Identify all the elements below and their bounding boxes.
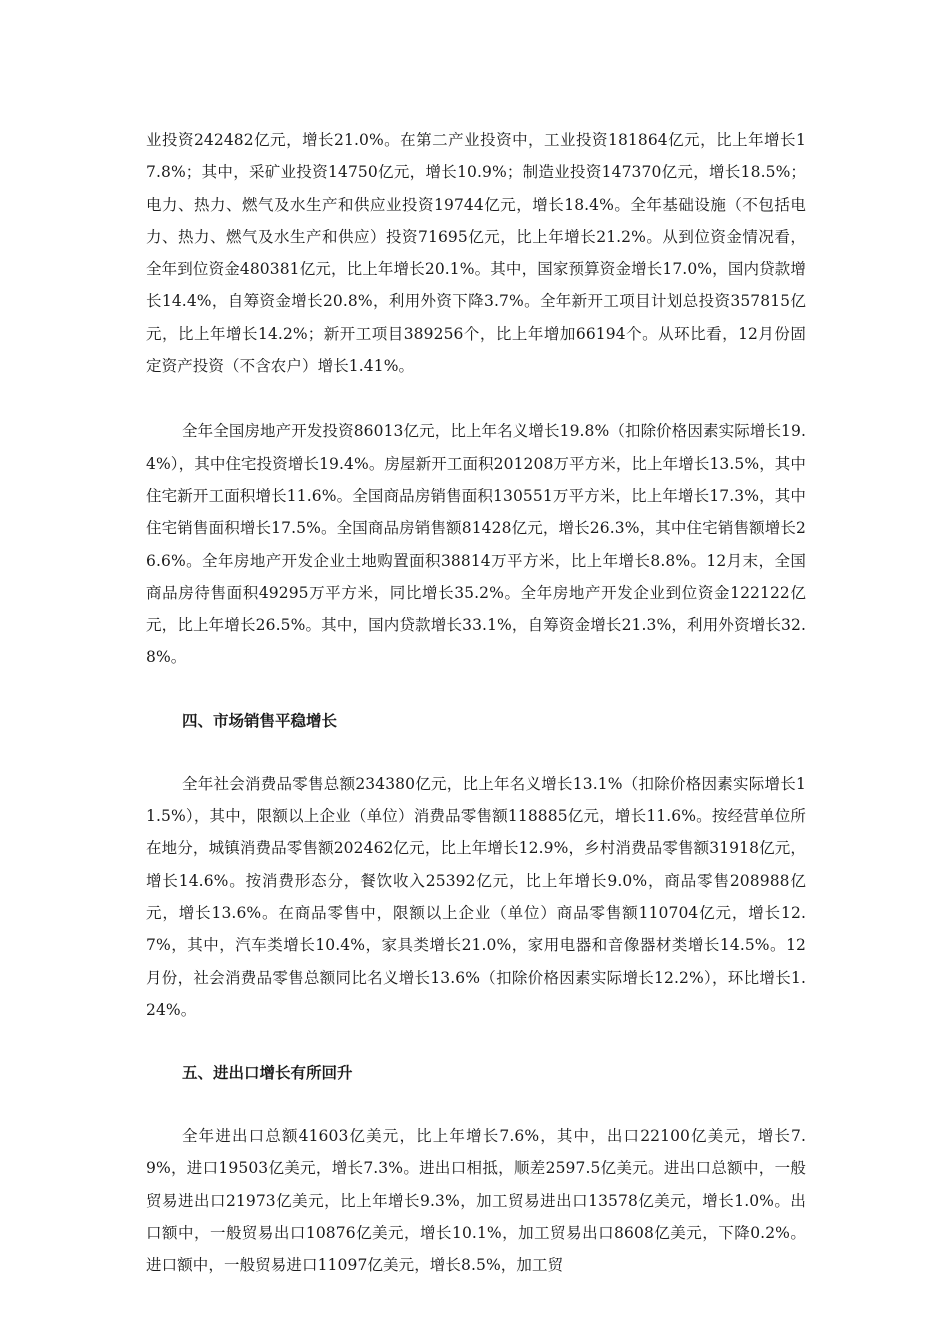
section-heading-trade: 五、进出口增长有所回升 xyxy=(182,1064,353,1083)
section-gap xyxy=(146,1026,806,1057)
paragraph-trade: 全年进出口总额41603亿美元，比上年增长7.6%，其中，出口22100亿美元，增长7.9%，进口19503亿美元，增长7.3%。进出口相抵，顺差2597.5亿美元。进出口总额中，一般贸易进出口21973亿美元，比上年增长9.3%，加工贸易进出口13578亿美元，增长1.0%。出口额中，一般贸易出口10876亿美元，增长10.1%，加工贸易出口8608亿美元，下降0.2%。进口额中，一般贸易进口11097亿美元，增长8.5%，加工贸 xyxy=(146,1127,806,1275)
section-gap xyxy=(146,674,806,705)
section-heading-market: 四、市场销售平稳增长 xyxy=(182,711,338,730)
document-page xyxy=(146,124,806,1282)
paragraph-retail: 全年社会消费品零售总额234380亿元，比上年名义增长13.1%（扣除价格因素实际增长11.5%），其中，限额以上企业（单位）消费品零售额118885亿元，增长11.6%。按经营单位所在地分，城镇消费品零售额202462亿元，比上年增长12.9%，乡村消费品零售额31918亿元，增长14.6%。按消费形态分，餐饮收入25392亿元，比上年增长9.0%，商品零售208988亿元，增长13.6%。在商品零售中，限额以上企业（单位）商品零售额110704亿元，增长12.7%，其中，汽车类增长10.4%，家具类增长21.0%，家用电器和音像器材类增长14.5%。12月份，社会消费品零售总额同比名义增长13.6%（扣除价格因素实际增长12.2%），环比增长1.24%。 xyxy=(146,774,806,1019)
paragraph-real-estate: 全年全国房地产开发投资86013亿元，比上年名义增长19.8%（扣除价格因素实际增长19.4%），其中住宅投资增长19.4%。房屋新开工面积201208万平方米，比上年增长13.5%，其中住宅新开工面积增长11.6%。全国商品房销售面积130551万平方米，比上年增长17.3%，其中住宅销售面积增长17.5%。全国商品房销售额81428亿元，增长26.3%，其中住宅销售额增长26.6%。全年房地产开发企业土地购置面积38814万平方米，比上年增长8.8%。12月末，全国商品房待售面积49295万平方米，同比增长35.2%。全年房地产开发企业到位资金122122亿元，比上年增长26.5%。其中，国内贷款增长33.1%，自筹资金增长21.3%，利用外资增长32.8%。 xyxy=(146,422,806,667)
section-gap xyxy=(146,1089,806,1120)
section-gap xyxy=(146,737,806,768)
paragraph-gap xyxy=(146,382,806,415)
paragraph-investment: 业投资242482亿元，增长21.0%。在第二产业投资中，工业投资181864亿元，比上年增长17.8%；其中，采矿业投资14750亿元，增长10.9%；制造业投资147370亿元，增长18.5%；电力、热力、燃气及水生产和供应业投资19744亿元，增长18.4%。全年基础设施（不包括电力、热力、燃气及水生产和供应）投资71695亿元，比上年增长21.2%。从到位资金情况看，全年到位资金480381亿元，比上年增长20.1%。其中，国家预算资金增长17.0%，国内贷款增长14.4%，自筹资金增长20.8%，利用外资下降3.7%。全年新开工项目计划总投资357815亿元，比上年增长14.2%；新开工项目389256个，比上年增加66194个。从环比看，12月份固定资产投资（不含农户）增长1.41%。 xyxy=(146,131,806,376)
